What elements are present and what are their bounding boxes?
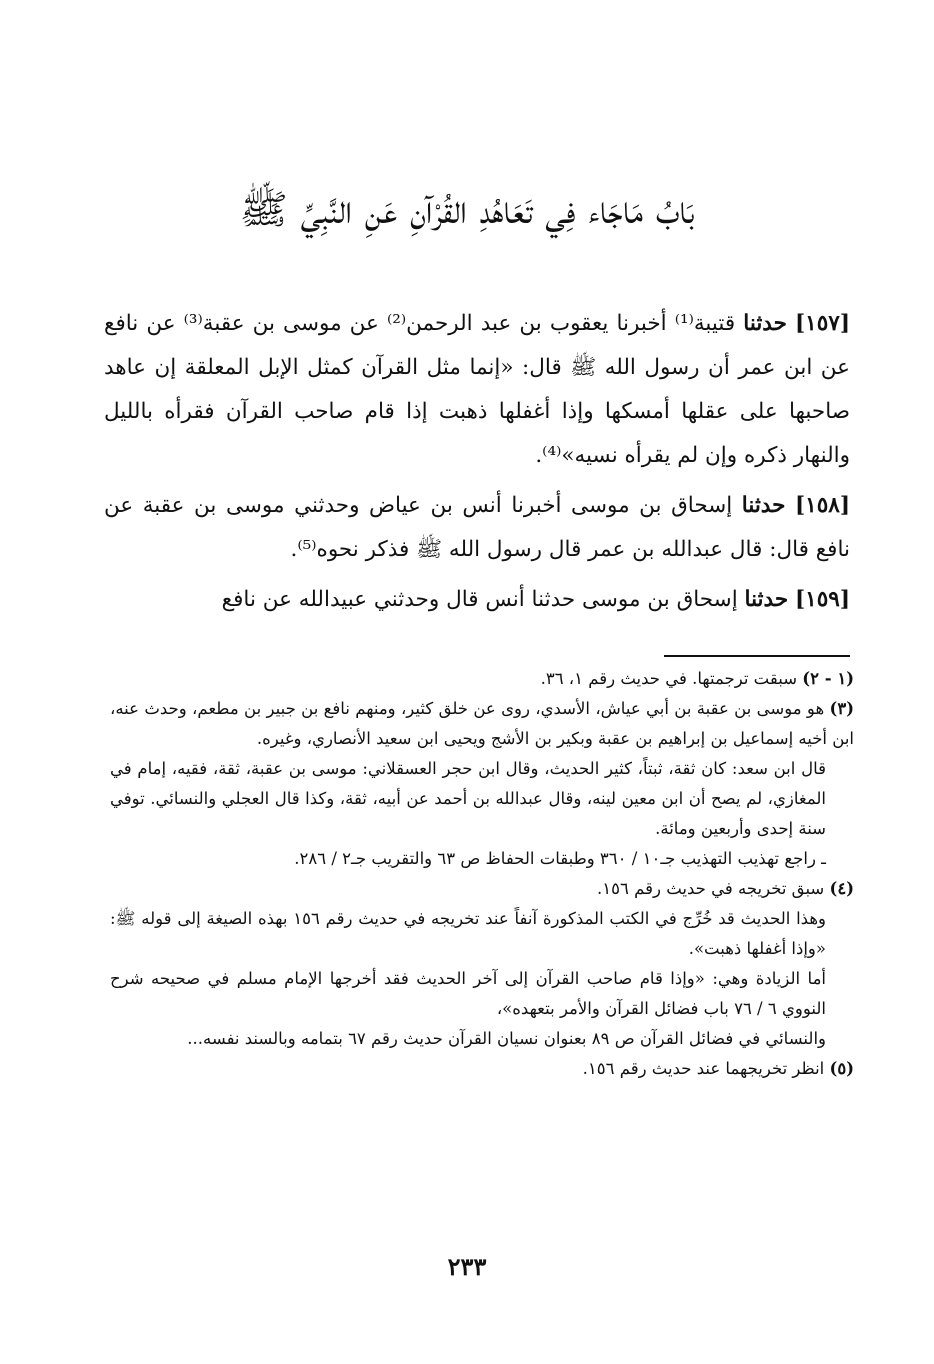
hadith-body: قتيبة⁽¹⁾ أخبرنا يعقوب بن عبد الرحمن⁽²⁾ عن موسى بن عقبة⁽³⁾ عن نافع عن ابن عمر أن رسول الله ﷺ قال: «إنما مثل القرآن كمثل الإبل المعلقة إن عاهد صاحبها على عقلها أمسكها وإذا أغفلها ذهبت إذا قام صاحب القرآن فقرأه بالليل والنهار ذكره وإن لم يقرأه نسيه»⁽⁴⁾.	[104, 311, 850, 468]
footnote-text: وهذا الحديث قد خُرِّج في الكتب المذكورة آنفاً عند تخريجه في حديث رقم ١٥٦ بهذه الصيغة إلى قوله ﷺ: «وإذا أغفلها ذهبت».	[110, 909, 826, 958]
footnote-3	[110, 694, 854, 754]
hadith-158	[104, 484, 850, 572]
page-number: ٢٣٣	[447, 1252, 487, 1281]
footnote-4-continuation	[110, 904, 854, 964]
footnote-3-reference	[110, 844, 854, 874]
footnote-text: سبقت ترجمتها. في حديث رقم ١، ٣٦.	[540, 669, 798, 688]
footnote-marker: (٤)	[829, 879, 854, 898]
footnote-5	[110, 1054, 854, 1084]
hadith-lead-word: حدثنا	[744, 587, 789, 612]
footnote-4-addition	[110, 964, 854, 1024]
hadith-159	[104, 578, 850, 622]
hadith-lead-word: حدثنا	[743, 311, 787, 336]
footnote-1-2	[110, 664, 854, 694]
footnote-marker: (١ - ٢)	[802, 669, 854, 688]
footnote-text: والنسائي في فضائل القرآن ص ٨٩ بعنوان نسيان القرآن حديث رقم ٦٧ بتمامه وبالسند نفسه...	[187, 1029, 826, 1048]
footnote-text: أما الزيادة وهي: «وإذا قام صاحب القرآن إلى آخر الحديث فقد أخرجها الإمام مسلم في صحيحه شرح النووي ٦ / ٧٦ باب فضائل القرآن والأمر بتعهده»،	[110, 969, 826, 1018]
footnote-4-nasai	[110, 1024, 854, 1054]
hadith-lead-word: حدثنا	[741, 493, 786, 518]
footnote-text: سبق تخريجه في حديث رقم ١٥٦.	[597, 879, 825, 898]
hadith-number: [١٥٧]	[794, 311, 851, 336]
footnote-marker: (٣)	[829, 699, 855, 718]
footnote-text: ـ راجع تهذيب التهذيب جـ١٠ / ٣٦٠ وطبقات الحفاظ ص ٦٣ والتقريب جـ٢ / ٢٨٦.	[294, 849, 826, 868]
hadith-text-block	[104, 302, 850, 628]
hadith-body: إسحاق بن موسى حدثنا أنس قال وحدثني عبيدالله عن نافع	[221, 587, 738, 612]
hadith-body: إسحاق بن موسى أخبرنا أنس بن عياض وحدثني موسى بن عقبة عن نافع قال: قال عبدالله بن عمر قال رسول الله ﷺ فذكر نحوه⁽⁵⁾.	[104, 493, 850, 562]
hadith-157	[104, 302, 850, 478]
footnote-text: هو موسى بن عقبة بن أبي عياش، الأسدي، روى عن خلق كثير، ومنهم نافع بن جبير بن مطعم، وحدث عنه، ابن أخيه إسماعيل بن إبراهيم بن عقبة وبكير بن الأشج ويحيى ابن سعيد الأنصاري، وغيره.	[110, 699, 854, 748]
footnote-text: قال ابن سعد: كان ثقة، ثبتاً، كثير الحديث، وقال ابن حجر العسقلاني: موسى بن عقبة، ثقة، فقيه، إمام في المغازي، لم يصح أن ابن معين لينه، وقال عبدالله بن أحمد عن أبيه، ثقة، وكذا قال العجلي والنسائي. توفي سنة إحدى وأربعين ومائة.	[110, 759, 826, 838]
chapter-title: بَابُ مَاجَاء فِي تَعَاهُدِ القُرْآنِ عَنِ النَّبِيِّ ﷺ	[239, 187, 695, 233]
footnote-divider	[664, 655, 850, 657]
footnote-3-continuation	[110, 754, 854, 844]
footnote-marker: (٥)	[829, 1059, 854, 1078]
footnote-4	[110, 874, 854, 904]
hadith-number: [١٥٨]	[794, 493, 850, 518]
footnote-text: انظر تخريجهما عند حديث رقم ١٥٦.	[582, 1059, 825, 1078]
footnotes	[110, 664, 854, 1084]
hadith-number: [١٥٩]	[794, 587, 850, 612]
